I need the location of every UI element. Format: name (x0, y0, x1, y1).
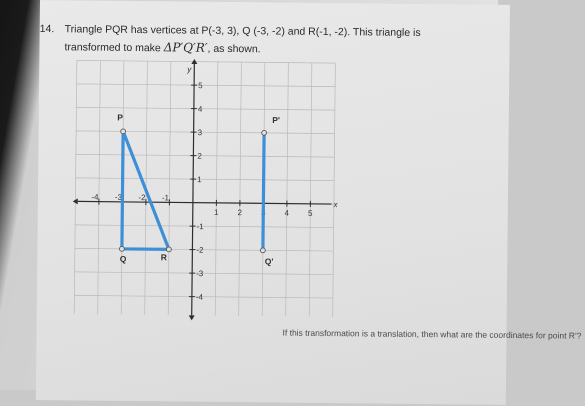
label-P-prime: P' (272, 115, 280, 125)
point-Q (119, 246, 124, 251)
triangle-notation: ΔP′Q′R′ (164, 40, 208, 54)
grid-line-vertical (215, 62, 218, 316)
grid-line-vertical (168, 61, 171, 315)
triangle-pqr (122, 131, 170, 249)
x-axis-label: x (332, 200, 338, 209)
y-tick-label: 5 (198, 81, 203, 90)
label-R: R (161, 252, 167, 262)
question-text-line1: Triangle PQR has vertices at P(-3, 3), Q (-3, -2) and R(-1, -2). This triangle is (65, 23, 421, 39)
question-text-suffix: , as shown. (207, 43, 260, 56)
grid-line-horizontal (77, 84, 335, 87)
grid-line-horizontal (75, 248, 333, 251)
label-P: P (117, 112, 123, 122)
y-axis-label: y (186, 65, 192, 74)
grid-line-horizontal (76, 178, 334, 181)
y-tick-label: 3 (198, 128, 203, 137)
x-tick-label: 1 (214, 208, 219, 217)
x-tick-label: -1 (162, 193, 170, 202)
follow-up-question: If this transformation is a translation, then what are the coordinates for point R'? (282, 328, 581, 341)
question-text-line2 (64, 39, 260, 55)
grid-line-horizontal (76, 131, 334, 134)
y-tick-label: 4 (198, 105, 203, 114)
grid-line-vertical (309, 63, 312, 317)
label-Q-prime: Q' (265, 256, 274, 266)
grid-line-vertical (98, 61, 101, 315)
y-axis (192, 64, 195, 315)
y-tick-label: 1 (197, 175, 202, 184)
grid-line-vertical (333, 63, 336, 317)
y-tick-label: -3 (196, 269, 204, 278)
y-tick-label: 2 (197, 152, 202, 161)
x-tick-label: -2 (138, 193, 146, 202)
grid-line-vertical (74, 60, 77, 314)
grid-line-vertical (286, 63, 289, 317)
y-tick-label: -1 (197, 222, 205, 231)
grid-line-horizontal (74, 295, 332, 298)
grid-line-horizontal (75, 272, 333, 275)
y-tick-label: -2 (196, 246, 204, 255)
y-tick-label: -4 (196, 293, 204, 302)
grid-line-horizontal (75, 225, 333, 228)
question-text-prefix: transformed to make (64, 41, 160, 54)
grid-line-horizontal (76, 107, 334, 110)
label-Q: Q (120, 254, 127, 264)
grid-line-vertical (239, 62, 242, 316)
x-tick-label: 2 (238, 208, 243, 217)
grid-line-horizontal (76, 154, 334, 157)
point-Q-prime (260, 248, 265, 253)
x-tick-label: -3 (115, 193, 123, 202)
coordinate-grid (72, 55, 335, 323)
x-tick-label: 5 (308, 209, 313, 218)
question-number: 14. (40, 23, 55, 35)
x-tick-label: 4 (285, 209, 290, 218)
worksheet-page (36, 0, 510, 405)
y-axis-arrow-bottom (189, 315, 195, 320)
grid-line-horizontal (77, 60, 335, 63)
segment-p-prime-q-prime (263, 133, 264, 250)
x-tick-label: -4 (91, 193, 99, 202)
point-P (121, 129, 126, 134)
point-R (166, 247, 171, 252)
point-P-prime (262, 130, 267, 135)
